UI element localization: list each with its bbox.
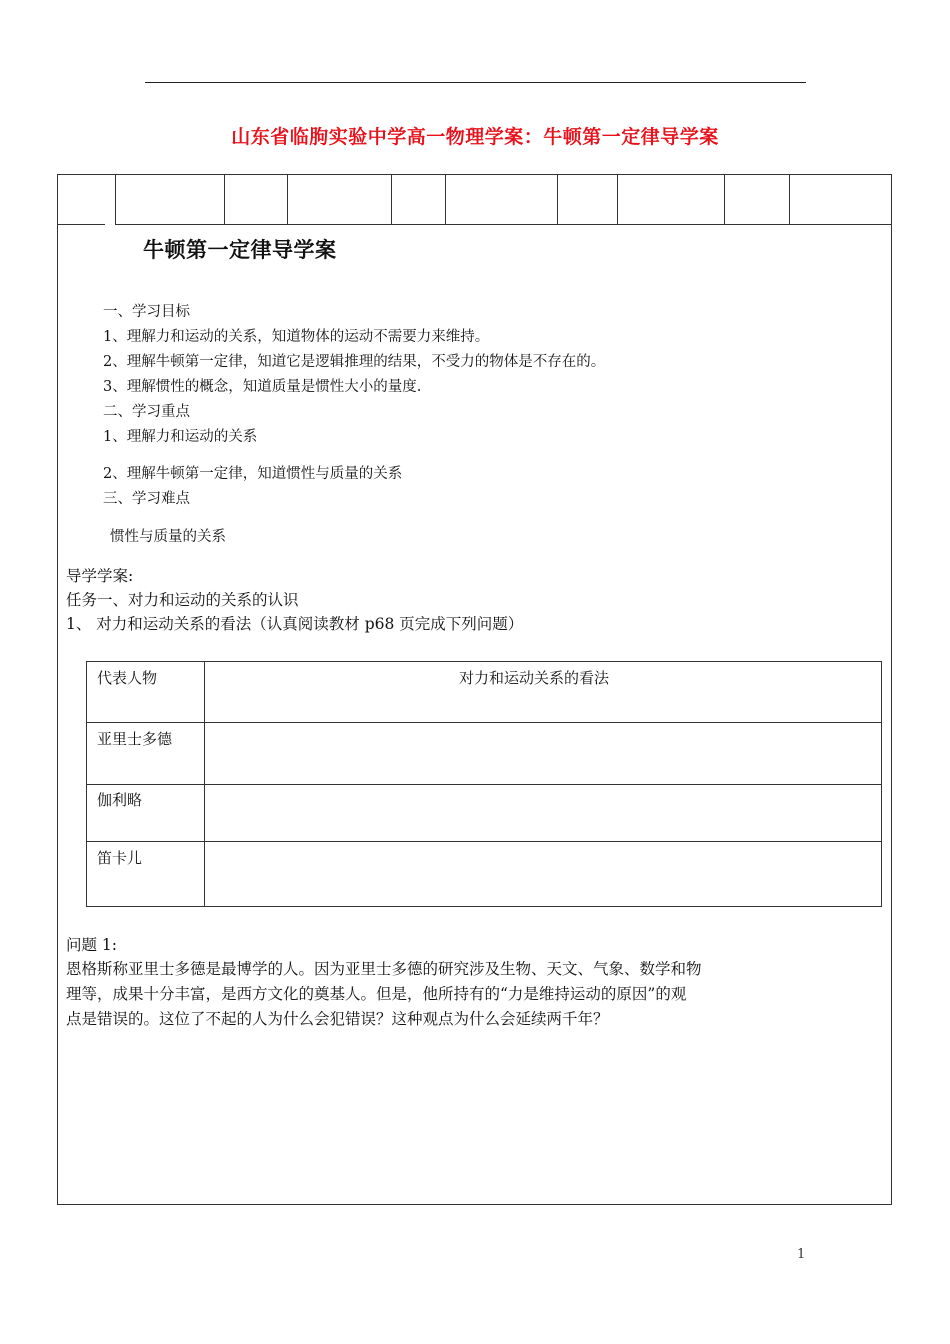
page-number: 1 [797,1247,806,1262]
objective-item: 3、理解惯性的概念，知道质量是惯性大小的量度. [103,379,422,395]
key-points-heading: 二、学习重点 [103,404,190,420]
header-cell-divider [115,174,116,225]
header-cell-divider [617,174,618,225]
objectives-heading: 一、学习目标 [103,304,190,320]
table-row-divider [87,841,881,842]
header-grid [57,174,892,225]
header-cell-divider [224,174,225,225]
header-cell-divider [287,174,288,225]
header-bottom-rule [445,224,892,225]
difficulty-item: 惯性与质量的关系 [110,529,226,545]
question1-label: 问题 1: [66,936,118,954]
table-header-view: 对力和运动关系的看法 [459,669,610,687]
key-point-item: 2、理解牛顿第一定律，知道惯性与质量的关系 [103,466,403,482]
difficulties-heading: 三、学习难点 [103,491,190,507]
table-row-person: 伽利略 [97,791,143,809]
views-table [86,661,882,907]
key-point-item: 1、理解力和运动的关系 [103,429,258,445]
table-row-person: 亚里士多德 [97,730,173,748]
header-cell-divider [557,174,558,225]
objective-item: 1、理解力和运动的关系，知道物体的运动不需要力来维持。 [103,329,490,345]
table-row-divider [87,722,881,723]
table-row-person: 笛卡儿 [97,849,143,867]
question-intro: 1、 对力和运动关系的看法（认真阅读教材 p68 页完成下列问题） [66,615,524,633]
question1-line: 理等，成果十分丰富，是西方文化的奠基人。但是，他所持有的“力是维持运动的原因”的观 [66,985,687,1003]
header-cell-divider [445,174,446,225]
header-bottom-rule [57,224,105,225]
header-cell-divider [724,174,725,225]
table-row-divider [87,784,881,785]
objective-item: 2、理解牛顿第一定律，知道它是逻辑推理的结果，不受力的物体是不存在的。 [103,354,606,370]
top-rule [145,82,806,83]
header-cell-divider [391,174,392,225]
header-cell-divider [789,174,790,225]
table-header-person: 代表人物 [97,669,158,687]
question1-line: 恩格斯称亚里士多德是最博学的人。因为亚里士多德的研究涉及生物、天文、气象、数学和物 [66,960,702,978]
header-bottom-rule [115,224,445,225]
guide-heading: 导学学案: [66,567,134,585]
inner-title: 牛顿第一定律导学案 [143,238,337,262]
task1-heading: 任务一、对力和运动的关系的认识 [66,591,299,609]
document-title: 山东省临朐实验中学高一物理学案：牛顿第一定律导学案 [231,126,719,148]
question1-line: 点是错误的。这位了不起的人为什么会犯错误？这种观点为什么会延续两千年？ [66,1010,609,1028]
